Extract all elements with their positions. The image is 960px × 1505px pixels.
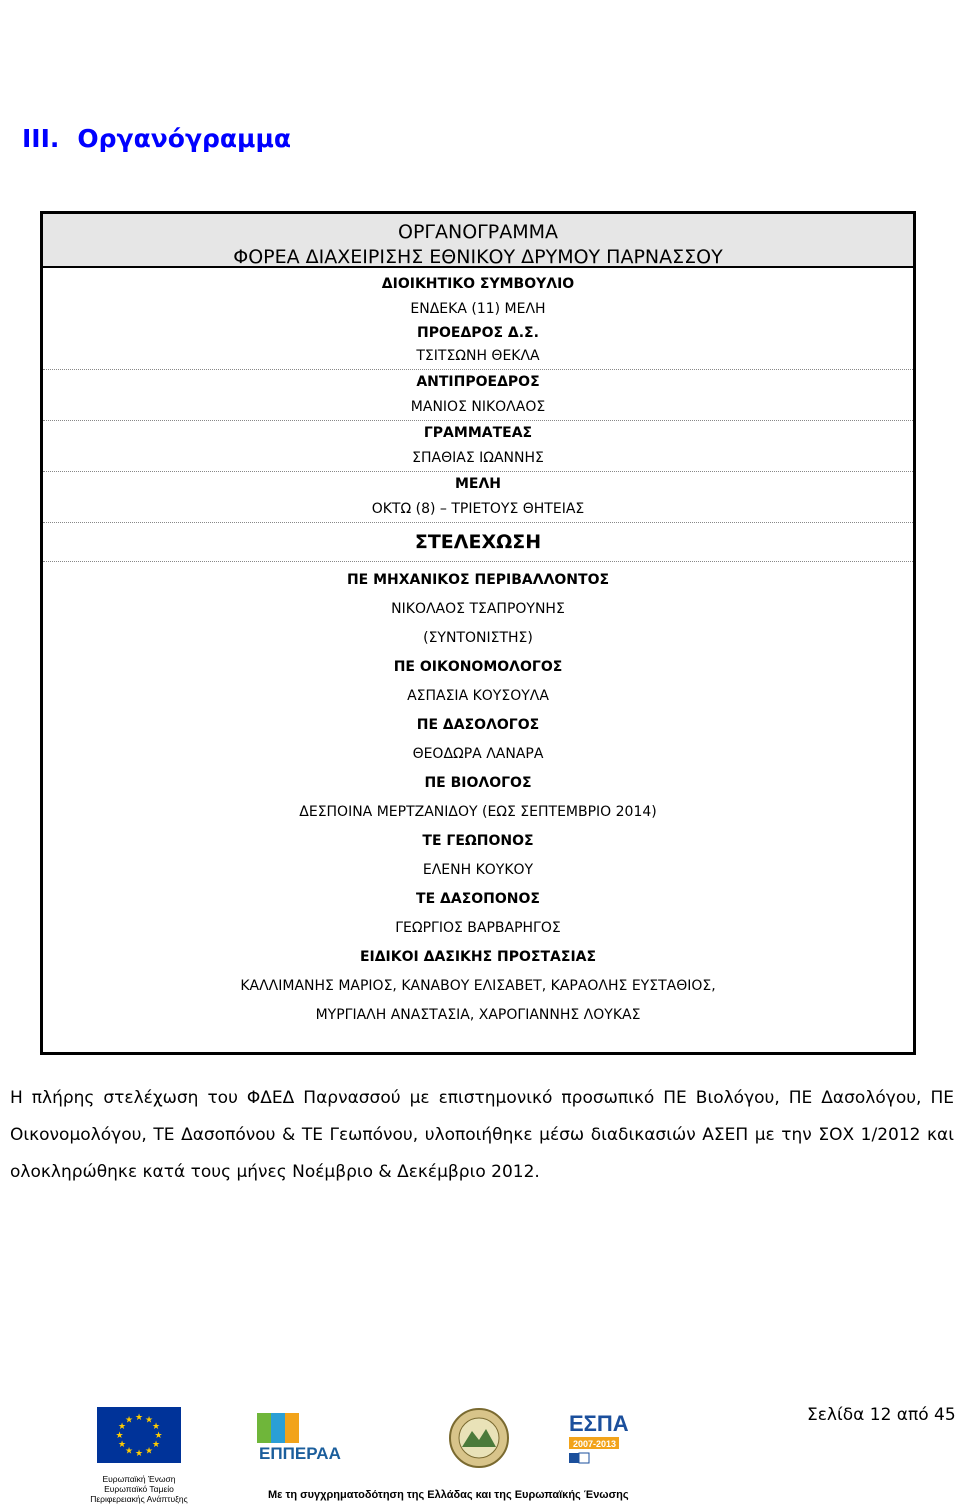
page-number: Σελίδα 12 από 45: [807, 1405, 956, 1425]
president-name: ΤΣΙΤΣΩΝΗ ΘΕΚΛΑ: [43, 344, 913, 370]
agronomist-name: ΕΛΕΝΗ ΚΟΥΚΟΥ: [422, 862, 534, 878]
svg-text:★: ★: [144, 1446, 154, 1457]
cofunding-note: Με τη συγχρηματοδότηση της Ελλάδας και της Ευρωπαϊκής Ένωσης: [268, 1489, 629, 1501]
eu-flag-icon: [97, 1407, 181, 1463]
svg-text:★: ★: [134, 1449, 144, 1459]
staff-heading: ΣΤΕΛΕΧΩΣΗ: [43, 523, 913, 562]
agronomist-role: ΤΕ ΓΕΩΠΟΝΟΣ: [422, 833, 534, 849]
svg-text:★: ★: [151, 1422, 161, 1432]
env-engineer-name: ΝΙΚΟΛΑΟΣ ΤΣΑΠΡΟΥΝΗΣ: [391, 601, 565, 617]
board-members-count: ΕΝΔΕΚΑ (11) ΜΕΛΗ: [410, 301, 546, 317]
vice-president-name: ΜΑΝΙΟΣ ΝΙΚΟΛΑΟΣ: [43, 395, 913, 421]
board-heading: ΔΙΟΙΚΗΤΙΚΟ ΣΥΜΒΟΥΛΙΟ: [381, 276, 575, 292]
eu-caption-line-3: Περιφερειακής Ανάπτυξης: [90, 1494, 188, 1504]
forester-role: ΠΕ ΔΑΣΟΛΟΓΟΣ: [416, 717, 540, 733]
eu-caption-line-2: Ευρωπαϊκό Ταμείο: [104, 1484, 174, 1494]
vice-president-role: ΑΝΤΙΠΡΟΕΔΡΟΣ: [416, 374, 540, 390]
svg-text:★: ★: [124, 1415, 134, 1426]
forest-protection-names-2: ΜΥΡΓΙΑΛΗ ΑΝΑΣΤΑΣΙΑ, ΧΑΡΟΓΙΑΝΝΗΣ ΛΟΥΚΑΣ: [315, 1007, 641, 1023]
env-engineer-role: ΠΕ ΜΗΧΑΝΙΚΟΣ ΠΕΡΙΒΑΛΛΟΝΤΟΣ: [346, 572, 610, 588]
svg-text:★: ★: [134, 1413, 144, 1423]
espa-logo: [567, 1407, 647, 1469]
org-chart-header: [43, 214, 913, 268]
svg-text:★: ★: [117, 1440, 127, 1450]
park-seal-icon: [448, 1407, 510, 1469]
espa-years: 2007-2013: [573, 1439, 617, 1449]
eu-caption: [84, 1474, 194, 1504]
svg-text:★: ★: [124, 1446, 134, 1457]
org-chart-body: [43, 268, 913, 1030]
epperaa-logo-text: ΕΠΠΕΡΑΑ: [259, 1444, 341, 1463]
org-chart-box: [40, 211, 916, 1055]
org-chart-subtitle: ΦΟΡΕΑ ΔΙΑΧΕΙΡΙΣΗΣ ΕΘΝΙΚΟΥ ΔΡΥΜΟΥ ΠΑΡΝΑΣΣΟΥ: [233, 246, 723, 268]
env-engineer-note: (ΣΥΝΤΟΝΙΣΤΗΣ): [423, 630, 533, 646]
svg-text:★: ★: [151, 1440, 161, 1450]
forest-tech-name: ΓΕΩΡΓΙΟΣ ΒΑΡΒΑΡΗΓΟΣ: [395, 920, 561, 936]
forest-protection-names-1: ΚΑΛΛΙΜΑΝΗΣ ΜΑΡΙΟΣ, ΚΑΝΑΒΟΥ ΕΛΙΣΑΒΕΤ, ΚΑΡΑΟΛΗΣ ΕΥΣΤΑΘΙΟΣ,: [240, 978, 716, 994]
members-term: ΟΚΤΩ (8) – ΤΡΙΕΤΟΥΣ ΘΗΤΕΙΑΣ: [43, 497, 913, 523]
president-role: ΠΡΟΕΔΡΟΣ Δ.Σ.: [417, 325, 539, 341]
secretary-role: ΓΡΑΜΜΑΤΕΑΣ: [423, 425, 533, 441]
biologist-role: ΠΕ ΒΙΟΛΟΓΟΣ: [424, 775, 532, 791]
economist-name: ΑΣΠΑΣΙΑ ΚΟΥΣΟΥΛΑ: [407, 688, 549, 704]
secretary-name: ΣΠΑΘΙΑΣ ΙΩΑΝΝΗΣ: [43, 446, 913, 472]
economist-role: ΠΕ ΟΙΚΟΝΟΜΟΛΟΓΟΣ: [393, 659, 563, 675]
espa-logo-text: ΕΣΠΑ: [569, 1411, 629, 1436]
org-chart-title: ΟΡΓΑΝΟΓΡΑΜΜΑ: [398, 221, 558, 243]
svg-text:★: ★: [144, 1415, 154, 1426]
staffing-paragraph: Η πλήρης στελέχωση του ΦΔΕΔ Παρνασσού με επιστημονικό προσωπικό ΠΕ Βιολόγου, ΠΕ Δασολόγου, ΠΕ Οικονομολόγου, ΤΕ Δασοπόνου & ΤΕ Γεωπόνου, υλοποιήθηκε μέσω διαδικασιών ΑΣΕΠ με την ΣΟΧ 1/2012 και ολοκληρώθηκε κατά τους μήνες Νοέμβριο & Δεκέμβριο 2012.: [10, 1088, 954, 1182]
epperaa-logo: [255, 1409, 355, 1465]
members-role: ΜΕΛΗ: [454, 476, 502, 492]
forest-tech-role: ΤΕ ΔΑΣΟΠΟΝΟΣ: [416, 891, 540, 907]
eu-caption-line-1: Ευρωπαϊκή Ένωση: [102, 1474, 176, 1484]
forester-name: ΘΕΟΔΩΡΑ ΛΑΝΑΡΑ: [412, 746, 544, 762]
svg-text:★: ★: [154, 1431, 163, 1441]
section-title: Οργανόγραμμα: [77, 124, 292, 153]
section-heading: [22, 124, 291, 153]
biologist-name: ΔΕΣΠΟΙΝΑ ΜΕΡΤΖΑΝΙΔΟΥ (ΕΩΣ ΣΕΠΤΕΜΒΡΙΟ 2014): [299, 804, 657, 820]
forest-protection-role: ΕΙΔΙΚΟΙ ΔΑΣΙΚΗΣ ΠΡΟΣΤΑΣΙΑΣ: [359, 949, 597, 965]
section-number: III.: [22, 124, 60, 153]
svg-text:★: ★: [115, 1431, 124, 1441]
svg-text:★: ★: [117, 1422, 127, 1432]
